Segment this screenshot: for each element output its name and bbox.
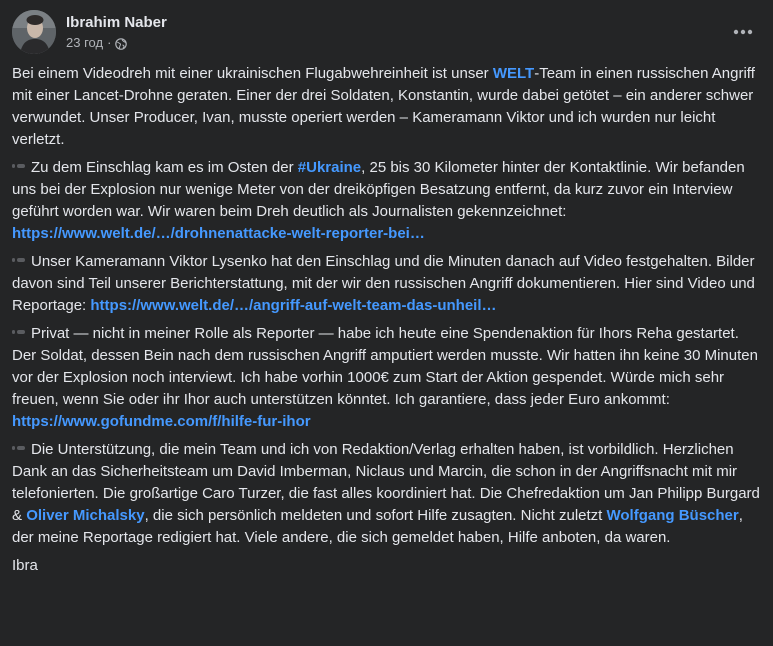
mention-oliver-michalsky[interactable]: Oliver Michalsky [26,507,145,524]
paragraph-text: , die sich persönlich meldeten und sofort Hilfe zusagten. Nicht zuletzt [144,507,607,524]
hashtag-ukraine[interactable]: #Ukraine [297,159,362,176]
globe-icon[interactable] [115,37,127,49]
bullet-icon [12,164,25,168]
paragraph-text: Die Unterstützung, die mein Team und ich von Redaktion/Verlag erhalten haben, ist vorbildlich. Herzlichen Dank an das Sicherheitsteam um David Imberman, Niclaus und Marcin, die schon in der Angriffsnacht mit mir telefonierten. Die großartige Caro Turzer, die fast alles koordiniert hat. Die Chefredaktion um Jan Philipp Burgard & [12,441,760,524]
bullet-icon [12,446,25,450]
author-avatar[interactable] [12,10,56,54]
more-options-icon[interactable] [725,14,761,50]
mention-wolfgang-buescher[interactable]: Wolfgang Büscher [606,507,739,524]
post-header [12,8,167,56]
mention-welt[interactable]: WELT [492,65,535,82]
paragraph-signature [12,555,761,577]
post-timestamp[interactable]: 23 год [66,34,104,50]
bullet-icon [12,258,25,262]
paragraph-text: Bei einem Videodreh mit einer ukrainischen Flugabwehreinheit ist unser [12,65,493,82]
link-welt-angriff[interactable]: https://www.welt.de/…/angriff-auf-welt-team-das-unheil… [90,297,497,314]
author-name[interactable]: Ibrahim Naber [66,13,167,31]
post-body [12,63,761,583]
paragraph-3 [12,251,761,317]
signature-text: Ibra [12,557,38,574]
paragraph-4 [12,323,761,433]
paragraph-text: Unser Kameramann Viktor Lysenko hat den Einschlag und die Minuten danach auf Video festgehalten. Bilder davon sind Teil unserer Berichterstattung, mit der wir den russischen Angriff dokumentieren. Hier sind Video und Reportage: [12,253,755,314]
paragraph-text: , der meine Reportage redigiert hat. Viele andere, die sich gemeldet haben, Hilfe anboten, da waren. [12,507,743,546]
paragraph-2 [12,157,761,245]
link-gofundme[interactable]: https://www.gofundme.com/f/hilfe-fur-ihor [12,413,311,430]
paragraph-text: Zu dem Einschlag kam es im Osten der [31,159,298,176]
post-subline [66,34,167,52]
paragraph-text: -Team in einen russischen Angriff mit einer Lancet-Drohne geraten. Einer der drei Soldaten, Konstantin, wurde dabei getötet – ein anderer schwer verwundet. Unser Producer, Ivan, musste operiert werden – Kameramann Viktor und ich wurden nur leicht verletzt. [12,65,755,148]
meta-separator: · [107,34,112,50]
paragraph-text: Privat — nicht in meiner Rolle als Reporter — habe ich heute eine Spendenaktion für Ihors Reha gestartet. Der Soldat, dessen Bein nach dem russischen Angriff amputiert werden musste. Wir hatten ihn keine 30 Minuten vor der Explosion noch interviewt. Ich habe vorhin 1000€ zum Start der Aktion gespendet. Würde mich sehr freuen, wenn Sie oder ihr Ihor auch unterstützen könntet. Ich garantiere, dass jeder Euro ankommt: [12,325,758,408]
bullet-icon [12,330,25,334]
post-meta [66,13,167,52]
paragraph-text: , 25 bis 30 Kilometer hinter der Kontaktlinie. Wir befanden uns bei der Explosion nur wenige Meter von der dreiköpfigen Besatzung entfernt, da kurz zuvor ein Interview geführt worden war. Wir waren beim Dreh deutlich als Journalisten gekennzeichnet: [12,159,745,220]
link-welt-drohnenattacke[interactable]: https://www.welt.de/…/drohnenattacke-welt-reporter-bei… [12,225,425,242]
paragraph-1 [12,63,761,151]
paragraph-5 [12,439,761,549]
